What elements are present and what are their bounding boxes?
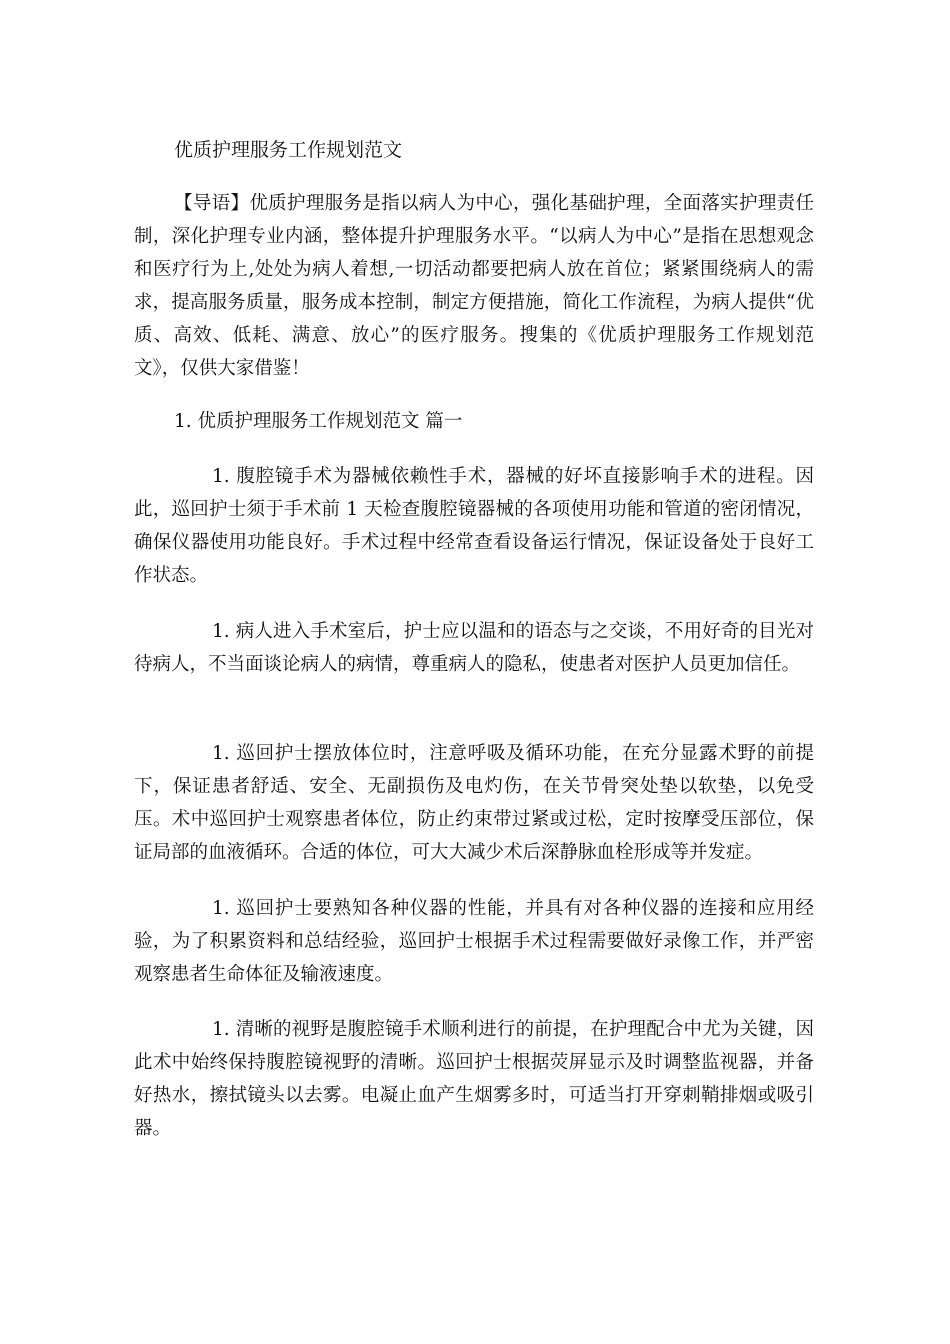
body-paragraph-4: 1. 巡回护士要熟知各种仪器的性能，并具有对各种仪器的连接和应用经验，为了积累资料和总结经验，巡回护士根据手术过程需要做好录像工作，并严密观察患者生命体征及输液速度。 bbox=[134, 898, 814, 985]
body-paragraph-1: 1. 腹腔镜手术为器械依赖性手术，器械的好坏直接影响手术的进程。因此，巡回护士须于手术前 1 天检查腹腔镜器械的各项使用功能和管道的密闭情况，确保仪器使用功能良好。手术过程中经常查看设备运行情况，保证设备处于良好工作状态。 bbox=[134, 466, 814, 586]
intro-paragraph: 【导语】优质护理服务是指以病人为中心，强化基础护理，全面落实护理责任制，深化护理专业内涵，整体提升护理服务水平。“以病人为中心”是指在思想观念和医疗行为上,处处为病人着想,一切活动都要把病人放在首位；紧紧围绕病人的需求，提高服务质量，服务成本控制，制定方便措施，简化工作流程，为病人提供“优质、高效、低耗、满意、放心”的医疗服务。搜集的《优质护理服务工作规划范文》，仅供大家借鉴！ bbox=[134, 193, 814, 379]
section-heading: 1. 优质护理服务工作规划范文 篇一 bbox=[174, 411, 463, 432]
body-paragraph-2: 1. 病人进入手术室后，护士应以温和的语态与之交谈，不用好奇的目光对待病人，不当面谈论病人的病情，尊重病人的隐私，使患者对医护人员更加信任。 bbox=[134, 621, 814, 675]
body-paragraph-3: 1. 巡回护士摆放体位时，注意呼吸及循环功能，在充分显露术野的前提下，保证患者舒适、安全、无副损伤及电灼伤，在关节骨突处垫以软垫，以免受压。术中巡回护士观察患者体位，防止约束带过紧或过松，定时按摩受压部位，保证局部的血液循环。合适的体位，可大大减少术后深静脉血栓形成等并发症。 bbox=[134, 743, 814, 863]
document-title: 优质护理服务工作规划范文 bbox=[174, 139, 403, 161]
body-paragraph-5: 1. 清晰的视野是腹腔镜手术顺利进行的前提，在护理配合中尤为关键，因此术中始终保持腹腔镜视野的清晰。巡回护士根据荧屏显示及时调整监视器，并备好热水，擦拭镜头以去雾。电凝止血产生烟雾多时，可适当打开穿刺鞘排烟或吸引器。 bbox=[134, 1019, 814, 1139]
